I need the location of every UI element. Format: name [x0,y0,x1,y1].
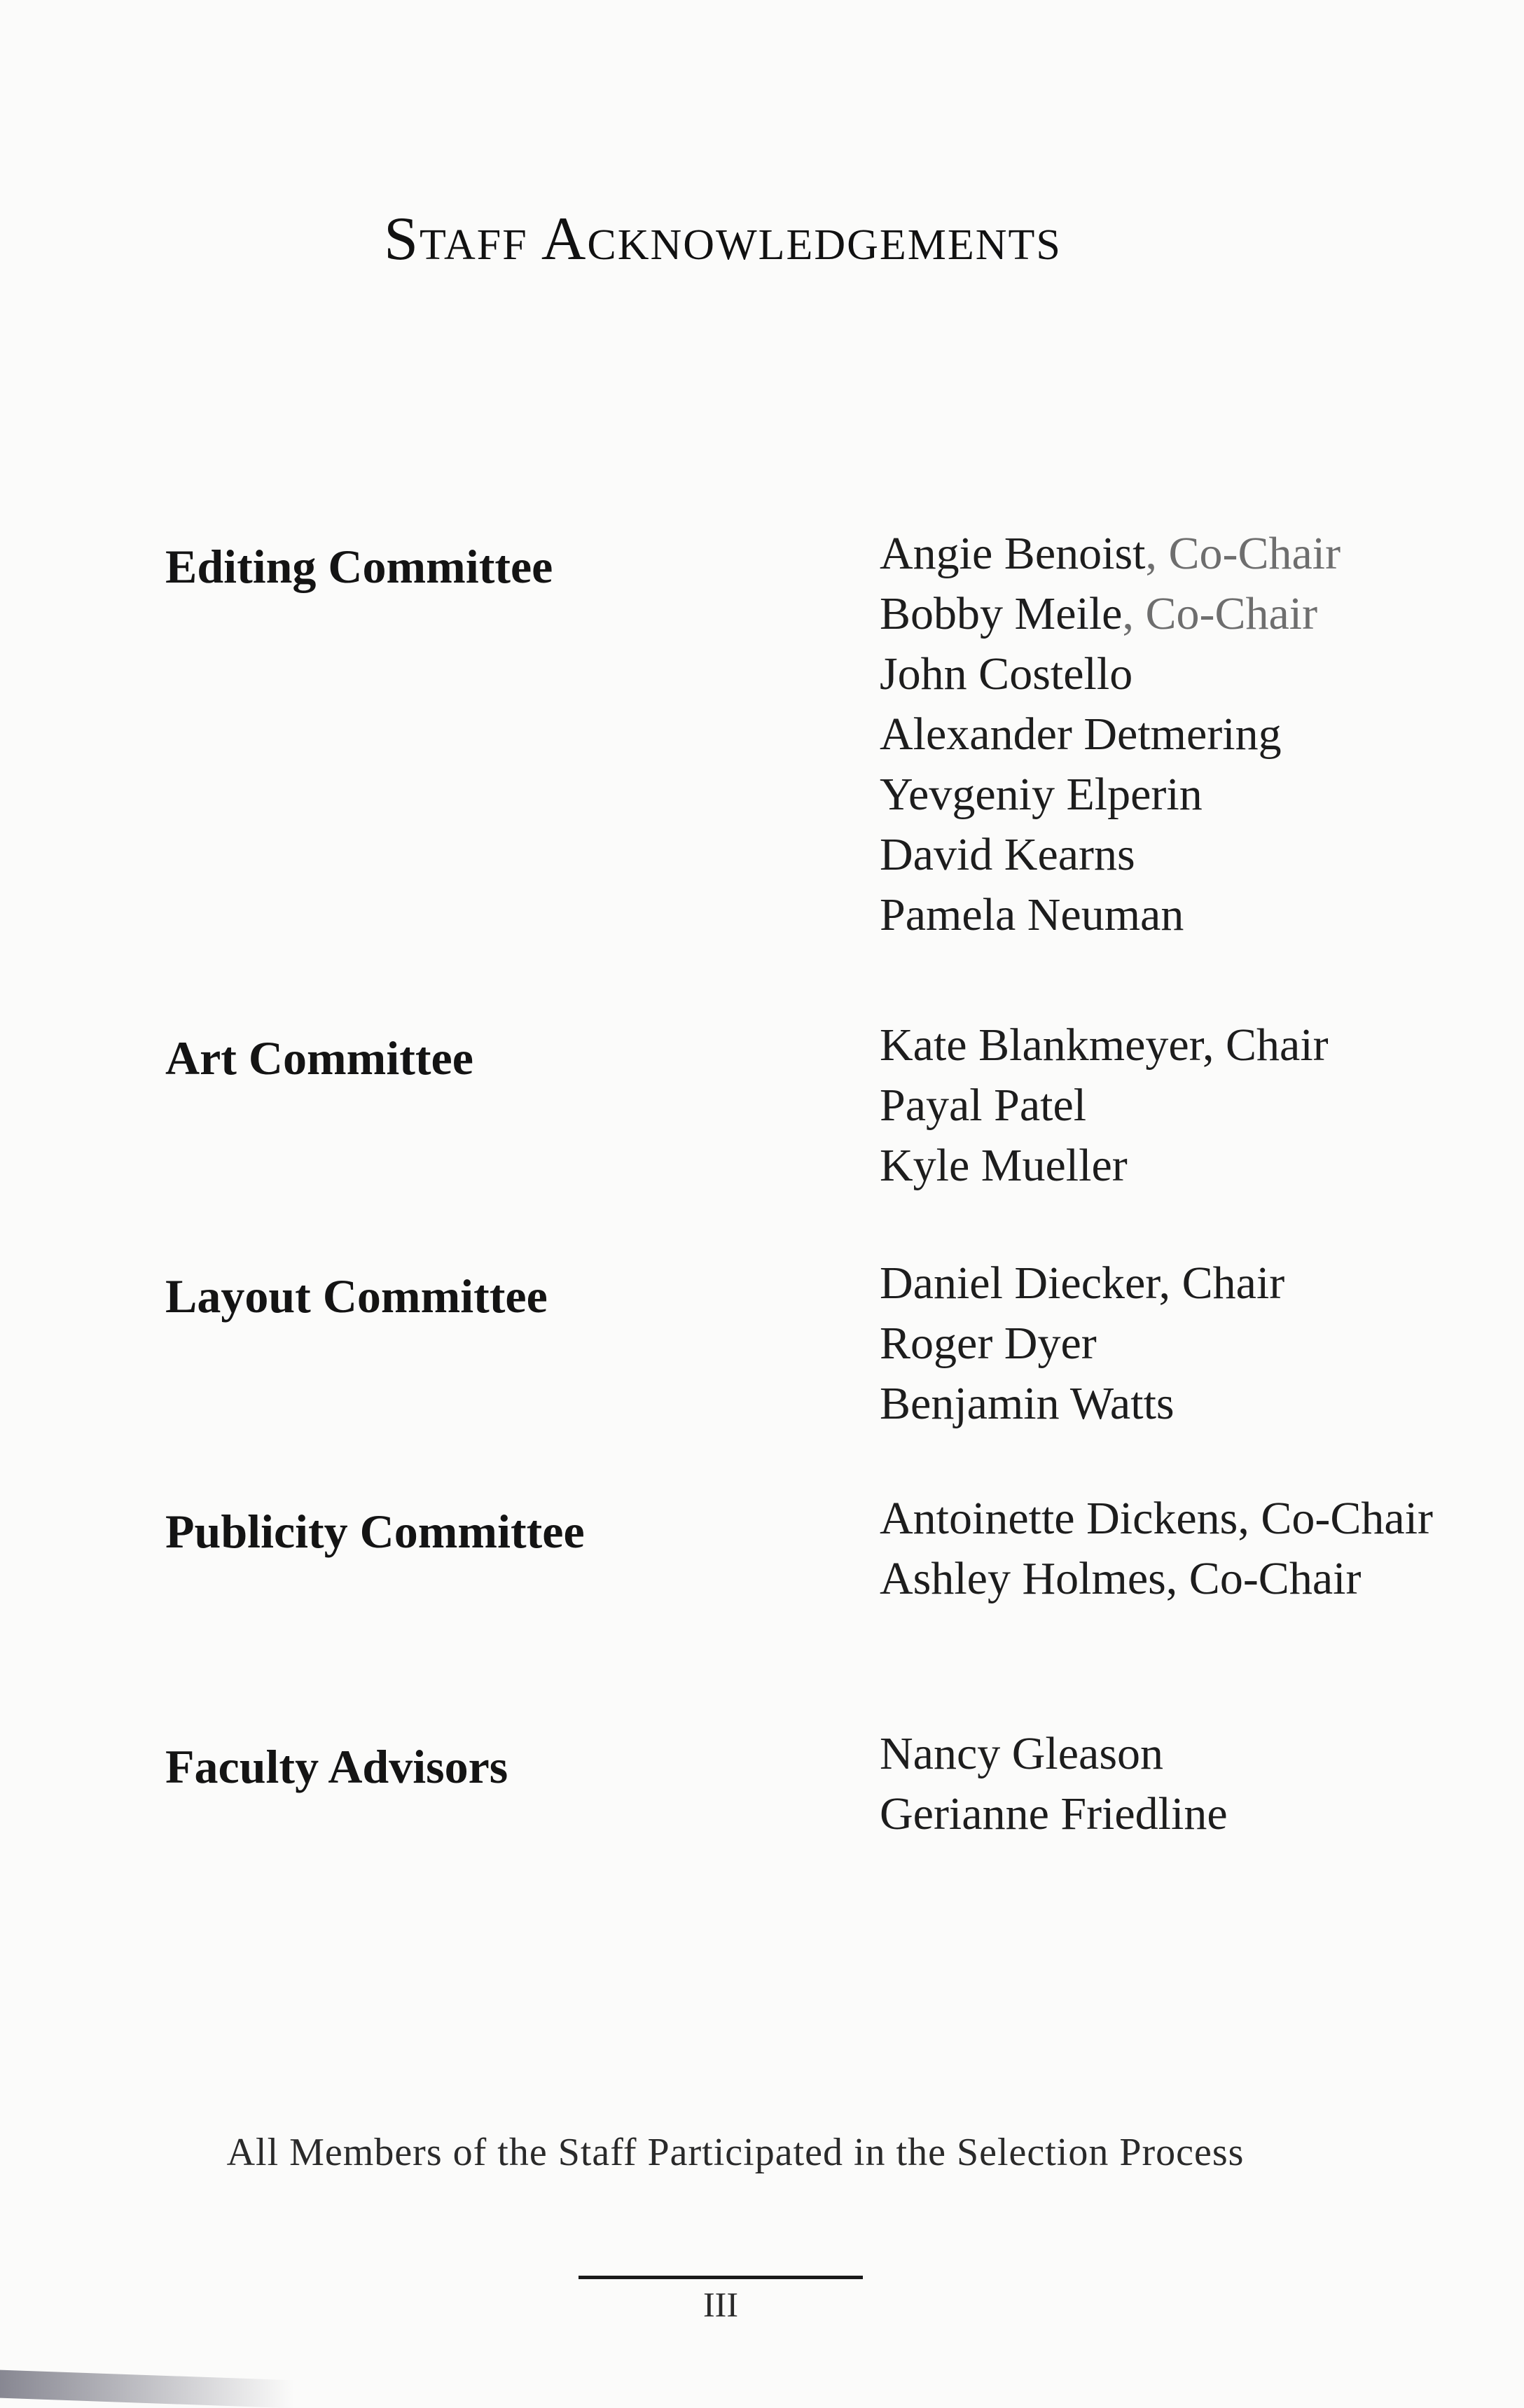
member [880,1076,1329,1136]
member [880,825,1341,885]
member [880,644,1341,704]
member-name: Nancy Gleason [880,1728,1164,1779]
member-name: Alexander Detmering [880,709,1282,760]
member-name: David Kearns [880,829,1135,880]
committee-name: Art Committee [165,1031,473,1085]
member [880,1136,1329,1196]
member [880,704,1341,765]
member [880,765,1341,825]
member-list [880,1489,1433,1609]
member [880,885,1341,945]
page-number-rule [579,2276,863,2279]
member [880,1253,1284,1314]
member [880,1549,1433,1609]
member-name: John Costello [880,648,1133,700]
member-name: Yevgeniy Elperin [880,769,1203,820]
member [880,1015,1329,1076]
member [880,1724,1228,1784]
member-role: , Co-Chair [1165,1553,1362,1604]
member-list [880,1015,1329,1196]
member-name: Ashley Holmes [880,1553,1166,1604]
member-name: Bobby Meile [880,588,1123,639]
member-name: Benjamin Watts [880,1378,1175,1429]
member [880,1374,1284,1434]
member-role: , Chair [1203,1019,1329,1071]
member-role: , Chair [1158,1258,1285,1309]
member-role: , Co-Chair [1122,588,1318,639]
member [880,1784,1228,1844]
member-name: Angie Benoist [880,528,1146,579]
member-list [880,1724,1228,1844]
member-list [880,1253,1284,1434]
member-name: Gerianne Friedline [880,1788,1228,1839]
committee-name: Editing Committee [165,540,553,593]
member-list [880,524,1341,945]
member-name: Roger Dyer [880,1318,1097,1369]
page-edge-shadow [0,2370,294,2408]
committee-name: Faculty Advisors [165,1740,508,1793]
member-name: Antoinette Dickens [880,1493,1238,1544]
member-role: , Co-Chair [1145,528,1341,579]
member [880,584,1341,644]
member-name: Kyle Mueller [880,1140,1128,1191]
page-title: Staff Acknowledgements [384,204,1062,273]
member-role: , Co-Chair [1238,1493,1434,1544]
committee-name: Layout Committee [165,1269,548,1323]
member-name: Payal Patel [880,1080,1087,1131]
member-name: Kate Blankmeyer [880,1019,1203,1071]
member [880,524,1341,584]
member [880,1314,1284,1374]
page-number: III [703,2285,738,2324]
member-name: Daniel Diecker [880,1258,1159,1309]
member-name: Pamela Neuman [880,889,1184,940]
committee-name: Publicity Committee [165,1505,585,1558]
footer-note: All Members of the Staff Participated in the Selection Process [226,2131,1245,2174]
member [880,1489,1433,1549]
